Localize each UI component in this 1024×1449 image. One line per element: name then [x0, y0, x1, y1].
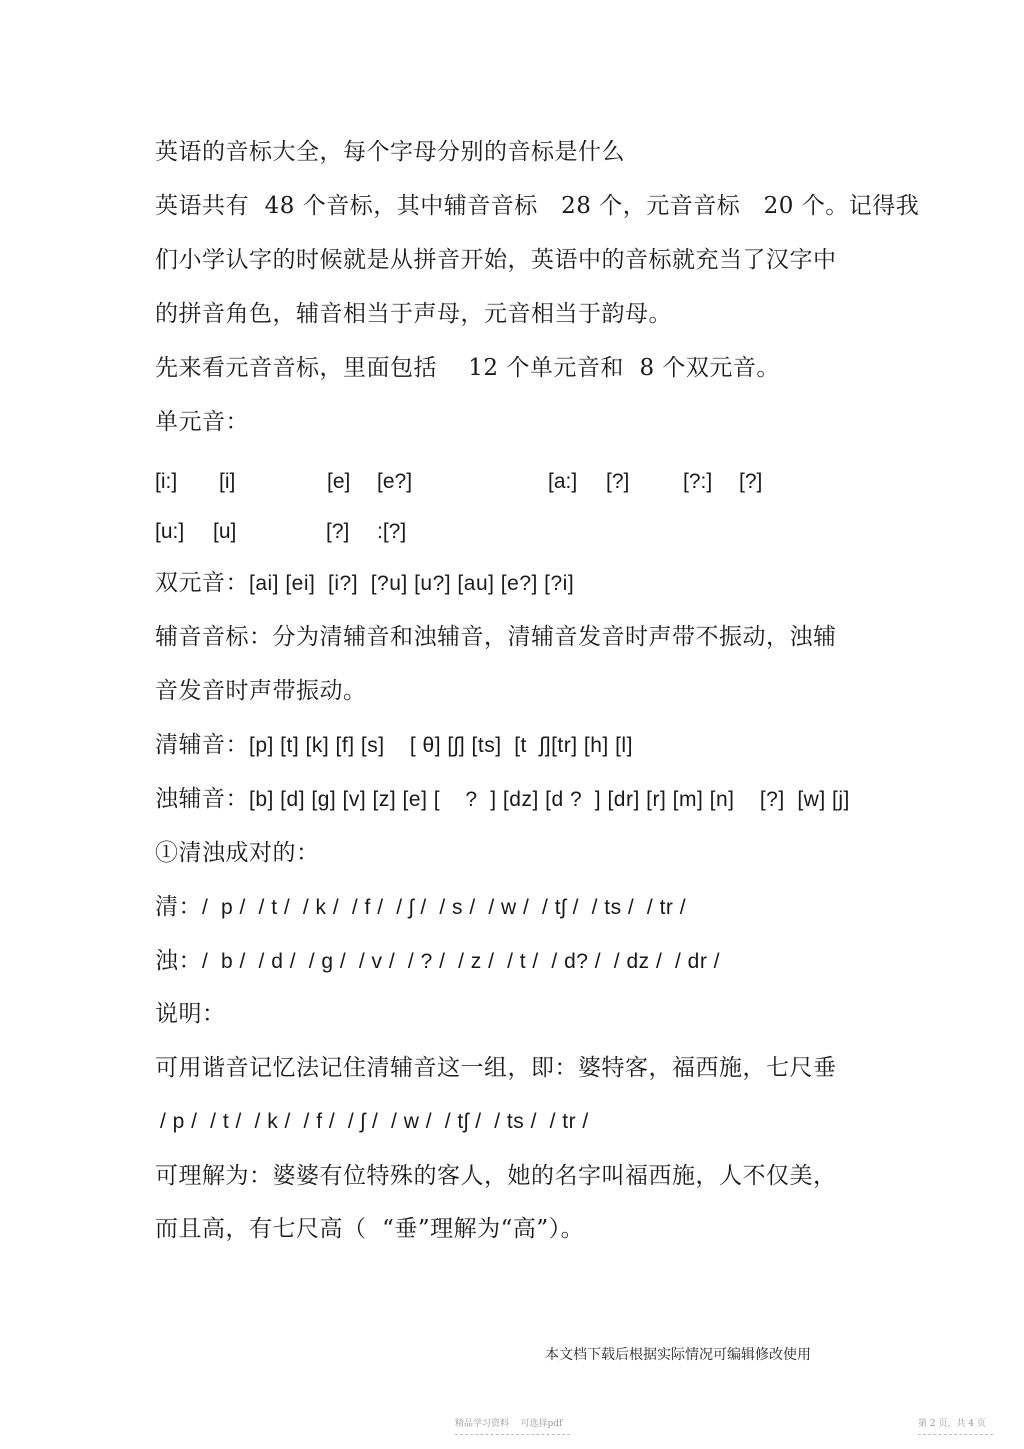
voiced-pairs-label: 浊： — [155, 948, 202, 974]
monophthong-symbol: [?] — [606, 470, 630, 493]
monophthong-symbol: [?:] — [683, 470, 713, 493]
consonant-intro-line-2: 音发音时声带振动。 — [155, 678, 367, 704]
vowel-intro: 先来看元音音标，里面包括 12 个单元音和 8 个双元音。 — [155, 355, 780, 381]
diphthong-symbols: [ai] [ei] [i?] [?u] [u?] [au] [e?] [?i] — [249, 572, 575, 595]
monophthong-symbol: [i:] — [155, 470, 178, 493]
pairs-heading: ①清浊成对的： — [155, 840, 320, 866]
monophthong-symbol: [a:] — [548, 470, 578, 493]
voiced-pairs-line — [155, 946, 720, 977]
mnemonic-intro: 可用谐音记忆法记住清辅音这一组，即：婆特客，福西施，七尺垂 — [155, 1055, 837, 1081]
monophthong-label: 单元音： — [155, 409, 249, 435]
voiceless-pairs-line — [155, 892, 686, 923]
voiceless-pairs-label: 清： — [155, 894, 202, 920]
voiced-symbols: [b] [d] [g] [v] [z] [e] [ ? ] [dz] [d ? ] [dr] [r] [m] [n] [?] [w] [j] — [249, 788, 850, 811]
footer-note: 本文档下载后根据实际情况可编辑修改使用 — [545, 1347, 811, 1363]
diphthong-label: 双元音： — [155, 570, 249, 596]
mnemonic-symbols: / p / / t / / k / / f / / ʃ / / w / / tʃ / / ts / / tr / — [160, 1110, 589, 1133]
note-label: 说明： — [155, 1001, 226, 1027]
footer-page-number: 第 2 页，共 4 页 — [918, 1419, 986, 1429]
explanation-line-2: 而且高，有七尺高（ “垂”理解为“高”）。 — [155, 1216, 585, 1242]
monophthong-symbol: [u] — [213, 520, 237, 543]
consonant-intro-line-1: 辅音音标：分为清辅音和浊辅音，清辅音发音时声带不振动，浊辅 — [155, 624, 837, 650]
footer-left-divider — [455, 1434, 570, 1435]
voiced-label: 浊辅音： — [155, 786, 249, 812]
monophthong-symbol: [e] — [327, 470, 351, 493]
diphthong-line — [155, 568, 574, 599]
monophthong-symbol: :[?] — [377, 520, 407, 543]
intro-line-2: 们小学认字的时候就是从拼音开始，英语中的音标就充当了汉字中 — [155, 247, 837, 273]
voiced-line — [155, 784, 850, 815]
voiced-pairs: / b / / d / / g / / v / / ? / / z / / t / / d? / / dz / / dr / — [202, 950, 720, 973]
monophthong-symbol: [e?] — [377, 470, 413, 493]
voiceless-line — [155, 730, 633, 761]
document-title: 英语的音标大全，每个字母分别的音标是什么 — [155, 139, 625, 165]
footer-left-text: 精品学习资料 可选择pdf — [455, 1419, 563, 1429]
voiceless-label: 清辅音： — [155, 732, 249, 758]
monophthong-symbol: [?] — [739, 470, 763, 493]
intro-line-3: 的拼音角色，辅音相当于声母，元音相当于韵母。 — [155, 301, 672, 327]
monophthong-symbol: [i] — [219, 470, 236, 493]
voiceless-symbols: [p] [t] [k] [f] [s] [ θ] [ʃ] [ts] [t ʃ][tr] [h] [l] — [249, 734, 633, 757]
monophthong-symbol: [u:] — [155, 520, 185, 543]
monophthong-symbol: [?] — [326, 520, 350, 543]
intro-line-1: 英语共有 48 个音标，其中辅音音标 28 个，元音音标 20 个。记得我 — [155, 193, 920, 219]
footer-right-divider — [918, 1434, 993, 1435]
voiceless-pairs: / p / / t / / k / / f / / ʃ / / s / / w / / tʃ / / ts / / tr / — [202, 896, 687, 919]
explanation-line-1: 可理解为：婆婆有位特殊的客人，她的名字叫福西施，人不仅美， — [155, 1163, 837, 1189]
